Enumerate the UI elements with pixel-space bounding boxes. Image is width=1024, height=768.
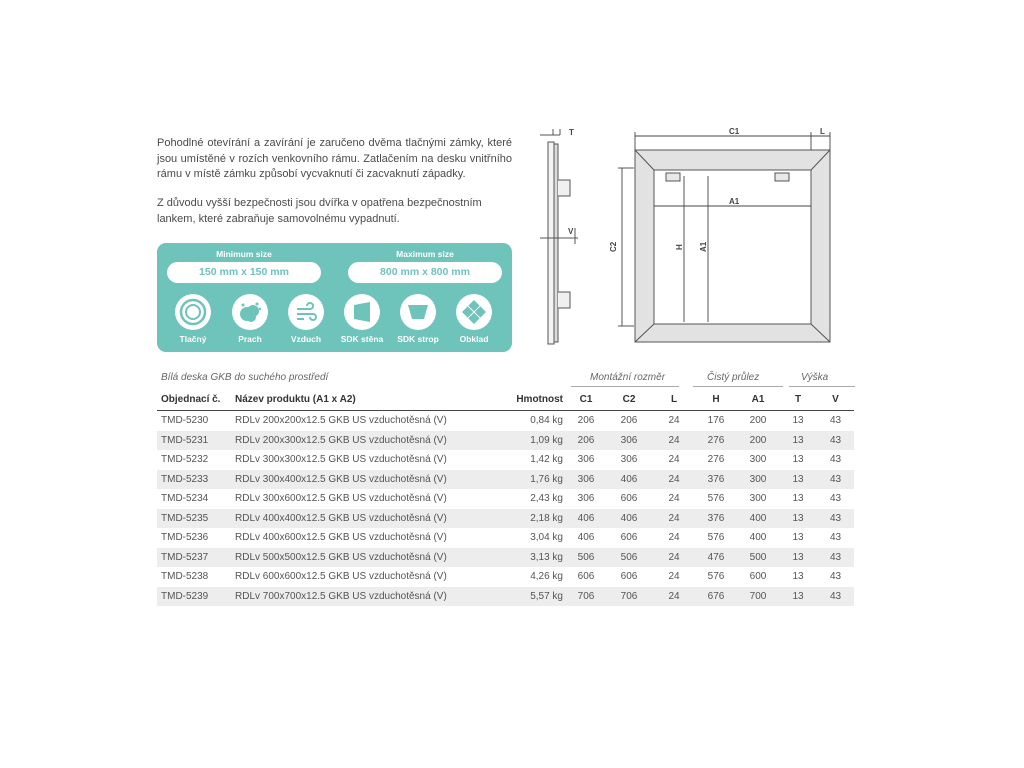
- header-order-no: Objednací č.: [157, 388, 231, 411]
- wall-label: SDK stěna: [340, 334, 384, 344]
- cell-c2: 606: [620, 532, 638, 544]
- cell-product-name: RDLv 500x500x12.5 GKB US vzduchotěsná (V): [231, 548, 501, 568]
- tiles-icon: [456, 294, 492, 330]
- cell-c1: 406: [567, 509, 605, 529]
- cell-t: 13: [779, 431, 817, 451]
- cell-order-no: TMD-5238: [161, 571, 209, 583]
- group-montazni: Montážní rozměr: [590, 372, 666, 383]
- cell-l: 24: [653, 509, 695, 529]
- cell-c2: 506: [605, 548, 653, 568]
- table-row: [157, 411, 854, 431]
- table-row: [157, 450, 854, 470]
- cell-product-name: RDLv 400x600x12.5 GKB US vzduchotěsná (V): [235, 532, 447, 544]
- cell-c1: 206: [567, 431, 605, 451]
- header-t: T: [779, 388, 817, 411]
- cell-l: 24: [653, 431, 695, 451]
- feature-ceiling: [393, 294, 443, 344]
- feature-air: [281, 294, 331, 344]
- header-v: V: [817, 388, 854, 411]
- dim-l-label: L: [820, 127, 825, 136]
- header-a1: A1: [737, 388, 779, 411]
- cell-h: 276: [707, 454, 725, 466]
- cell-v: 43: [829, 493, 842, 505]
- cell-c2: 206: [620, 415, 638, 427]
- cell-v: 43: [817, 587, 854, 607]
- cell-product-name: RDLv 300x400x12.5 GKB US vzduchotěsná (V): [231, 470, 501, 490]
- cell-c2: 306: [605, 431, 653, 451]
- cell-order-no: TMD-5231: [157, 431, 231, 451]
- cell-c2: 306: [620, 454, 638, 466]
- size-panel: [157, 243, 512, 352]
- cell-a1: 200: [749, 415, 767, 427]
- cell-h: 576: [707, 493, 725, 505]
- table-row: [157, 528, 854, 548]
- dim-c2-label: C2: [609, 241, 618, 252]
- cell-order-no: TMD-5237: [157, 548, 231, 568]
- dim-a1-vertical-label: A1: [699, 241, 708, 252]
- cell-product-name: RDLv 200x200x12.5 GKB US vzduchotěsná (V): [235, 415, 447, 427]
- cell-weight: 4,26 kg: [530, 571, 563, 583]
- cell-a1: 400: [749, 532, 767, 544]
- cell-product-name: RDLv 200x300x12.5 GKB US vzduchotěsná (V): [231, 431, 501, 451]
- cell-h: 376: [695, 470, 737, 490]
- ceiling-label: SDK strop: [397, 334, 439, 344]
- cell-order-no: TMD-5233: [157, 470, 231, 490]
- table-caption: Bílá deska GKB do suchého prostředí: [161, 372, 329, 383]
- cell-a1: 200: [737, 431, 779, 451]
- header-c1: C1: [567, 388, 605, 411]
- header-product-name: Název produktu (A1 x A2): [231, 388, 501, 411]
- cell-l: 24: [668, 571, 680, 583]
- cell-weight: 1,42 kg: [530, 454, 563, 466]
- cell-l: 24: [653, 470, 695, 490]
- ceiling-icon: [400, 294, 436, 330]
- max-size-label: Maximum size: [396, 249, 454, 259]
- cell-order-no: TMD-5232: [161, 454, 209, 466]
- cell-weight: 3,04 kg: [530, 532, 563, 544]
- header-weight: Hmotnost: [501, 388, 567, 411]
- table-row: [157, 489, 854, 509]
- feature-push-lock: [168, 294, 218, 344]
- product-table-section: [157, 366, 854, 606]
- cell-t: 13: [779, 548, 817, 568]
- intro-paragraph-2: Z důvodu vyšší bezpečnosti jsou dvířka v opatřena bezpečnostním lankem, které zabraňuje samovolnému vypadnutí.: [157, 197, 482, 225]
- cell-t: 13: [792, 493, 804, 505]
- air-icon: [288, 294, 324, 330]
- cell-t: 13: [792, 532, 804, 544]
- cell-t: 13: [792, 571, 804, 583]
- dust-label: Prach: [238, 334, 262, 344]
- table-row: [157, 431, 854, 451]
- cell-a1: 600: [749, 571, 767, 583]
- cell-c2: 606: [620, 571, 638, 583]
- feature-wall: [337, 294, 387, 344]
- cell-order-no: TMD-5235: [157, 509, 231, 529]
- cell-product-name: RDLv 700x700x12.5 GKB US vzduchotěsná (V): [231, 587, 501, 607]
- cell-c1: 306: [577, 454, 595, 466]
- dim-v-label: V: [568, 227, 574, 236]
- cell-a1: 300: [749, 493, 767, 505]
- table-header-row: [157, 388, 854, 411]
- cell-c1: 506: [567, 548, 605, 568]
- feature-tiles: [449, 294, 499, 344]
- cell-order-no: TMD-5234: [161, 493, 209, 505]
- header-l: L: [653, 388, 695, 411]
- cell-product-name: RDLv 400x400x12.5 GKB US vzduchotěsná (V): [231, 509, 501, 529]
- dim-c1-label: C1: [729, 127, 740, 136]
- technical-drawing: [530, 120, 840, 350]
- dust-icon: [232, 294, 268, 330]
- table-row: [157, 567, 854, 587]
- cell-c2: 606: [620, 493, 638, 505]
- push-lock-icon: [175, 294, 211, 330]
- cell-t: 13: [792, 454, 804, 466]
- cell-a1: 300: [749, 454, 767, 466]
- feature-dust: [225, 294, 275, 344]
- cell-v: 43: [817, 509, 854, 529]
- cell-h: 676: [695, 587, 737, 607]
- cell-order-no: TMD-5236: [161, 532, 209, 544]
- cell-t: 13: [779, 470, 817, 490]
- cell-weight: 5,57 kg: [501, 587, 567, 607]
- cell-c1: 306: [567, 470, 605, 490]
- cell-c2: 406: [605, 470, 653, 490]
- cell-v: 43: [829, 454, 842, 466]
- cell-l: 24: [668, 532, 680, 544]
- intro-paragraph-1: Pohodlné otevírání a zavírání je zaručeno dvěma tlačnými zámky, které jsou umístěné v rozích venkovního rámu. Zatlačením na desku vnitřního rámu v místě zámku způsobí vycvaknutí či zacvaknutí západky.: [157, 137, 512, 180]
- header-h: H: [695, 388, 737, 411]
- cell-a1: 400: [737, 509, 779, 529]
- max-size-value: 800 mm x 800 mm: [348, 262, 502, 283]
- cell-weight: 3,13 kg: [501, 548, 567, 568]
- group-cisty: Čistý průlez: [707, 372, 760, 383]
- cell-a1: 500: [737, 548, 779, 568]
- cell-c1: 606: [577, 571, 595, 583]
- cell-h: 576: [707, 532, 725, 544]
- cell-l: 24: [668, 415, 680, 427]
- cell-product-name: RDLv 300x600x12.5 GKB US vzduchotěsná (V): [235, 493, 447, 505]
- header-c2: C2: [605, 388, 653, 411]
- cell-c1: 406: [577, 532, 595, 544]
- group-vyska: Výška: [801, 372, 829, 383]
- cell-c2: 706: [605, 587, 653, 607]
- cell-l: 24: [653, 587, 695, 607]
- cell-v: 43: [817, 431, 854, 451]
- dim-a1-horizontal-label: A1: [729, 197, 740, 206]
- cell-t: 13: [779, 587, 817, 607]
- cell-order-no: TMD-5230: [161, 415, 209, 427]
- cell-l: 24: [668, 454, 680, 466]
- cell-l: 24: [653, 548, 695, 568]
- cell-v: 43: [829, 532, 842, 544]
- table-row: [157, 587, 854, 607]
- cell-a1: 700: [737, 587, 779, 607]
- cell-c1: 306: [577, 493, 595, 505]
- cell-l: 24: [668, 493, 680, 505]
- cell-weight: 2,43 kg: [530, 493, 563, 505]
- cell-a1: 300: [737, 470, 779, 490]
- air-label: Vzduch: [290, 334, 322, 344]
- cell-h: 276: [695, 431, 737, 451]
- cell-weight: 1,09 kg: [501, 431, 567, 451]
- wall-icon: [344, 294, 380, 330]
- cell-c1: 206: [577, 415, 595, 427]
- dim-t-label: T: [569, 128, 574, 137]
- dim-h-label: H: [675, 244, 684, 250]
- product-table: [157, 388, 854, 606]
- cell-v: 43: [817, 470, 854, 490]
- cell-c1: 706: [567, 587, 605, 607]
- cell-weight: 2,18 kg: [501, 509, 567, 529]
- cell-weight: 1,76 kg: [501, 470, 567, 490]
- cell-t: 13: [779, 509, 817, 529]
- cell-t: 13: [792, 415, 804, 427]
- cell-h: 576: [707, 571, 725, 583]
- table-row: [157, 509, 854, 529]
- cell-h: 176: [707, 415, 725, 427]
- cell-v: 43: [829, 415, 842, 427]
- tiles-label: Obklad: [459, 334, 489, 344]
- cell-product-name: RDLv 300x300x12.5 GKB US vzduchotěsná (V): [235, 454, 447, 466]
- cell-h: 376: [695, 509, 737, 529]
- table-caption-row: [157, 366, 854, 388]
- cell-weight: 0,84 kg: [530, 415, 563, 427]
- push-lock-label: Tlačný: [179, 334, 207, 344]
- cell-order-no: TMD-5239: [157, 587, 231, 607]
- cell-v: 43: [829, 571, 842, 583]
- cell-product-name: RDLv 600x600x12.5 GKB US vzduchotěsná (V): [235, 571, 447, 583]
- table-row: [157, 548, 854, 568]
- min-size-label: Minimum size: [216, 249, 272, 259]
- cell-v: 43: [817, 548, 854, 568]
- table-row: [157, 470, 854, 490]
- cell-c2: 406: [605, 509, 653, 529]
- cell-h: 476: [695, 548, 737, 568]
- min-size-value: 150 mm x 150 mm: [167, 262, 321, 283]
